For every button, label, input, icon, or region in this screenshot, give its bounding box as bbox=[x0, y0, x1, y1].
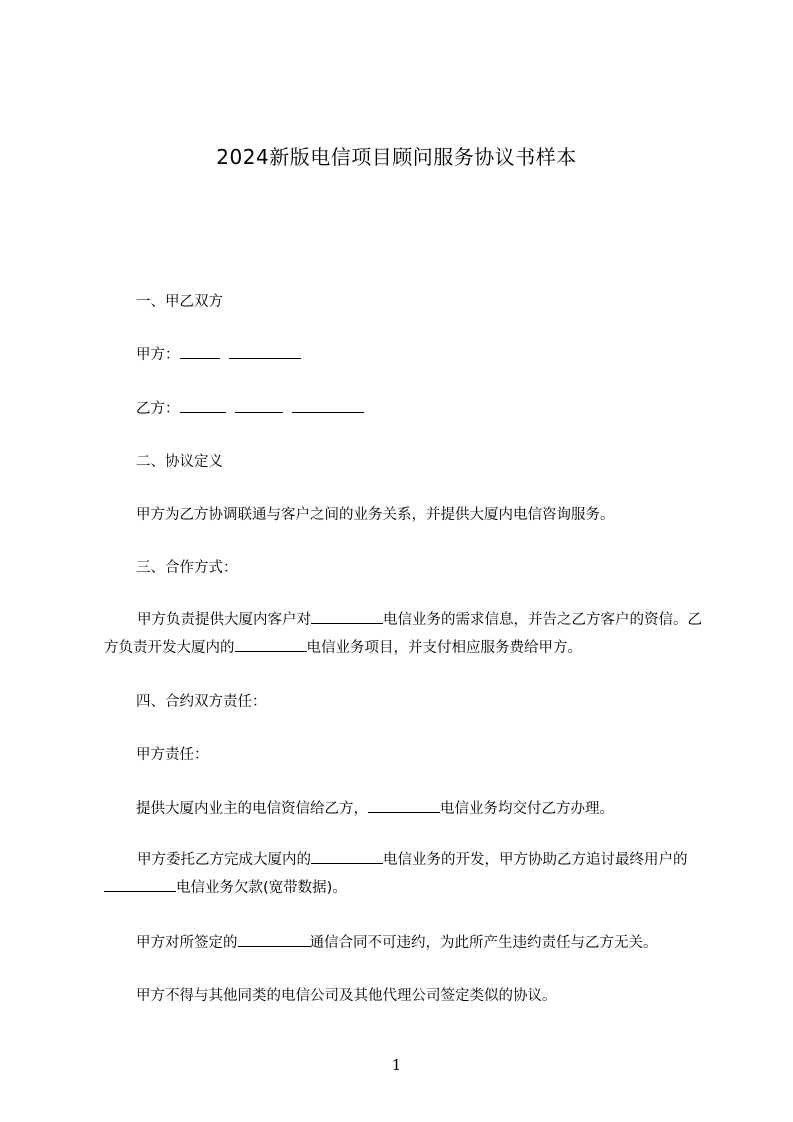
party-a-label: 甲方： bbox=[136, 347, 180, 363]
responsibility-2-blank-1 bbox=[311, 849, 383, 864]
responsibility-3-blank bbox=[238, 932, 310, 947]
responsibility-3-text-2: 通信合同不可违约，为此所产生违约责任与乙方无关。 bbox=[309, 935, 658, 951]
responsibility-1-text-2: 电信业务均交付乙方办理。 bbox=[440, 801, 614, 817]
section-heading-cooperation: 三、合作方式： bbox=[136, 560, 238, 576]
responsibility-1-text-1: 提供大厦内业主的电信资信给乙方， bbox=[136, 801, 368, 817]
cooperation-blank-2 bbox=[235, 637, 307, 652]
page-number: 1 bbox=[391, 1056, 402, 1074]
party-a-blank-2 bbox=[229, 344, 301, 359]
section-heading-responsibilities: 四、合约双方责任： bbox=[136, 694, 267, 710]
responsibility-2-text-2: 电信业务的开发，甲方协助乙方追讨最终用户的 bbox=[383, 852, 688, 868]
cooperation-text-3: 电信业务项目，并支付相应服务费给甲方。 bbox=[306, 640, 582, 656]
cooperation-blank-1 bbox=[311, 609, 383, 624]
party-b-label: 乙方： bbox=[136, 401, 180, 417]
cooperation-paragraph bbox=[104, 606, 704, 662]
responsibility-3-text-1: 甲方对所签定的 bbox=[136, 935, 238, 951]
responsibility-2-text-3: 电信业务欠款(宽带数据)。 bbox=[176, 880, 347, 896]
definition-text: 甲方为乙方协调联通与客户之间的业务关系，并提供大厦内电信咨询服务。 bbox=[136, 507, 615, 523]
party-b-blank-3 bbox=[292, 398, 364, 413]
section-heading-parties: 一、甲乙双方 bbox=[136, 294, 223, 310]
responsibility-1-blank bbox=[368, 798, 440, 813]
party-b-blank-1 bbox=[180, 398, 226, 413]
document-title: 2024新版电信项目顾问服务协议书样本 bbox=[216, 145, 577, 169]
party-a-line bbox=[136, 344, 704, 365]
cooperation-text-2: 电信业务的需求信息，并告之乙方客户的资信。乙方负责开发大厦内的 bbox=[104, 612, 702, 656]
party-b-line bbox=[136, 398, 704, 419]
party-a-responsibilities-heading: 甲方责任： bbox=[136, 747, 209, 763]
responsibility-2-blank-2 bbox=[104, 877, 176, 892]
responsibility-1 bbox=[136, 798, 704, 819]
responsibility-2 bbox=[104, 846, 704, 902]
cooperation-text-1: 甲方负责提供大厦内客户对 bbox=[137, 612, 311, 628]
party-a-blank-1 bbox=[180, 344, 220, 359]
responsibility-3 bbox=[136, 932, 704, 953]
section-heading-definition: 二、协议定义 bbox=[136, 454, 223, 470]
responsibility-2-text-1: 甲方委托乙方完成大厦内的 bbox=[137, 852, 311, 868]
responsibility-4: 甲方不得与其他同类的电信公司及其他代理公司签定类似的协议。 bbox=[136, 988, 557, 1004]
party-b-blank-2 bbox=[235, 398, 283, 413]
